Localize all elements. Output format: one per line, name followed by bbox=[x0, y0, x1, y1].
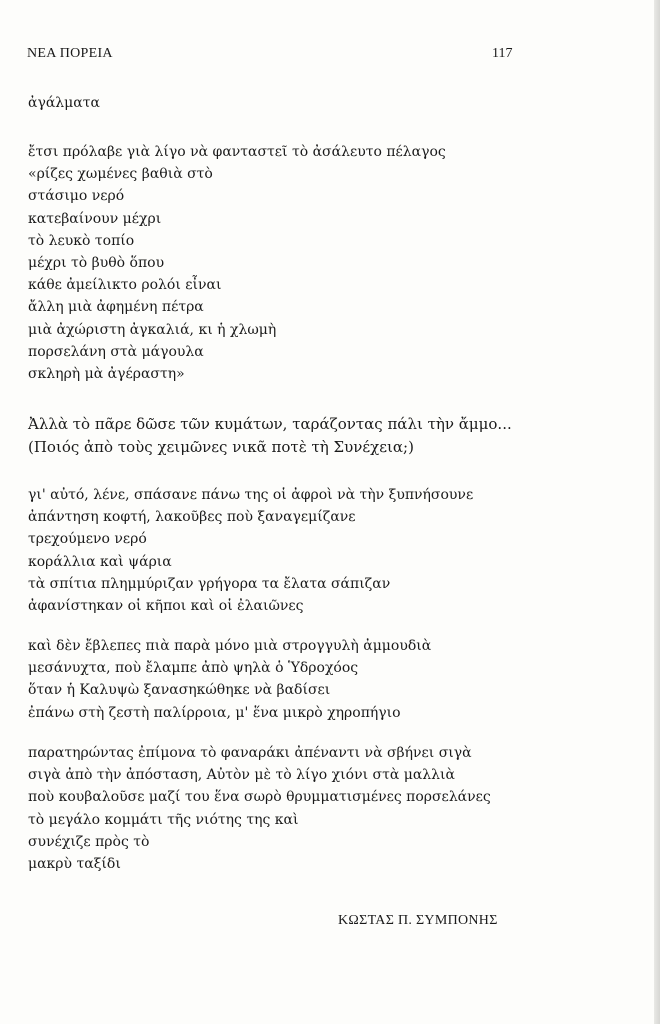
poem-line: ἀπάντηση κοφτή, λακοῦβες ποὺ ξαναγεμίζανε bbox=[28, 509, 356, 526]
page-number: 117 bbox=[492, 46, 513, 61]
poem-line: ἔτσι πρόλαβε γιὰ λίγο νὰ φανταστεῖ τὸ ἀσάλευτο πέλαγος bbox=[28, 144, 446, 160]
poem-stanza-5 bbox=[28, 635, 431, 724]
poem-stanza-2 bbox=[28, 141, 446, 385]
page-edge-shadow bbox=[654, 0, 660, 1024]
poem-stanza-4 bbox=[28, 484, 473, 617]
poem-line: μιὰ ἀχώριστη ἀγκαλιά, κι ἡ χλωμὴ bbox=[28, 321, 277, 338]
author-signature: ΚΩΣΤΑΣ Π. ΣΥΜΠΟΝΗΣ bbox=[338, 913, 498, 928]
poem-line: σκληρὴ μὰ ἀγέραστη» bbox=[28, 365, 185, 382]
poem-line: κάθε ἀμείλικτο ρολόι εἶναι bbox=[28, 277, 222, 294]
poem-stanza-1 bbox=[28, 92, 100, 114]
poem-line: μέχρι τὸ βυθὸ ὅπου bbox=[28, 254, 165, 271]
poem-line: ἄλλη μιὰ ἀφημένη πέτρα bbox=[28, 299, 204, 316]
poem-line: ἀφανίστηκαν οἱ κῆποι καὶ οἱ ἐλαιῶνες bbox=[28, 597, 304, 614]
poem-line: «ρίζες χωμένες βαθιὰ στὸ bbox=[28, 166, 213, 183]
poem-line: Ἀλλὰ τὸ πᾶρε δῶσε τῶν κυμάτων, ταράζοντας πάλι τὴν ἄμμο... bbox=[28, 415, 512, 433]
poem-line: συνέχιζε πρὸς τὸ bbox=[28, 833, 150, 850]
poem-line: (Ποιός ἀπὸ τοὺς χειμῶνες νικᾶ ποτὲ τὴ Συνέχεια;) bbox=[28, 438, 414, 456]
poem-line: τρεχούμενο νερό bbox=[28, 531, 147, 548]
poem-line: στάσιμο νερό bbox=[28, 188, 125, 205]
poem-line: παρατηρώντας ἐπίμονα τὸ φαναράκι ἀπέναντι νὰ σβήνει σιγὰ bbox=[28, 745, 472, 761]
poem-line: σιγὰ ἀπὸ τὴν ἀπόσταση, Αὐτὸν μὲ τὸ λίγο χιόνι στὰ μαλλιὰ bbox=[28, 767, 455, 784]
poem-stanza-3 bbox=[28, 413, 512, 459]
poem-line: ἐπάνω στὴ ζεστὴ παλίρροια, μ' ἕνα μικρὸ χηροπήγιο bbox=[28, 704, 401, 721]
poem-line: κοράλλια καὶ ψάρια bbox=[28, 553, 172, 570]
poem-line: μεσάνυχτα, ποὺ ἔλαμπε ἀπὸ ψηλὰ ὁ Ὑδροχόος bbox=[28, 660, 359, 677]
poem-line: ὅταν ἡ Καλυψὼ ξανασηκώθηκε νὰ βαδίσει bbox=[28, 682, 331, 699]
poem-line: τὸ μεγάλο κομμάτι τῆς νιότης της καὶ bbox=[28, 811, 299, 828]
poem-line: μακρὺ ταξίδι bbox=[28, 855, 121, 872]
poem-line: τὸ λευκὸ τοπίο bbox=[28, 232, 135, 249]
poem-line: καὶ δὲν ἔβλεπες πιὰ παρὰ μόνο μιὰ στρογγυλὴ ἀμμουδιὰ bbox=[28, 638, 432, 654]
poem-stanza-6 bbox=[28, 742, 491, 875]
poem-line: πορσελάνη στὰ μάγουλα bbox=[28, 343, 204, 360]
poem-line: κατεβαίνουν μέχρι bbox=[28, 210, 162, 227]
poem-line: ἀγάλματα bbox=[28, 95, 100, 111]
poem-line: ποὺ κουβαλοῦσε μαζί του ἕνα σωρὸ θρυμματισμένες πορσελάνες bbox=[28, 789, 491, 806]
running-header-journal: ΝΕΑ ΠΟΡΕΙΑ bbox=[27, 46, 113, 61]
poem-line: τὰ σπίτια πλημμύριζαν γρήγορα τα ἔλατα σάπιζαν bbox=[28, 575, 391, 592]
poem-line: γι' αὐτό, λένε, σπάσανε πάνω της οἱ ἀφροὶ νὰ τὴν ξυπνήσουνε bbox=[28, 487, 474, 503]
